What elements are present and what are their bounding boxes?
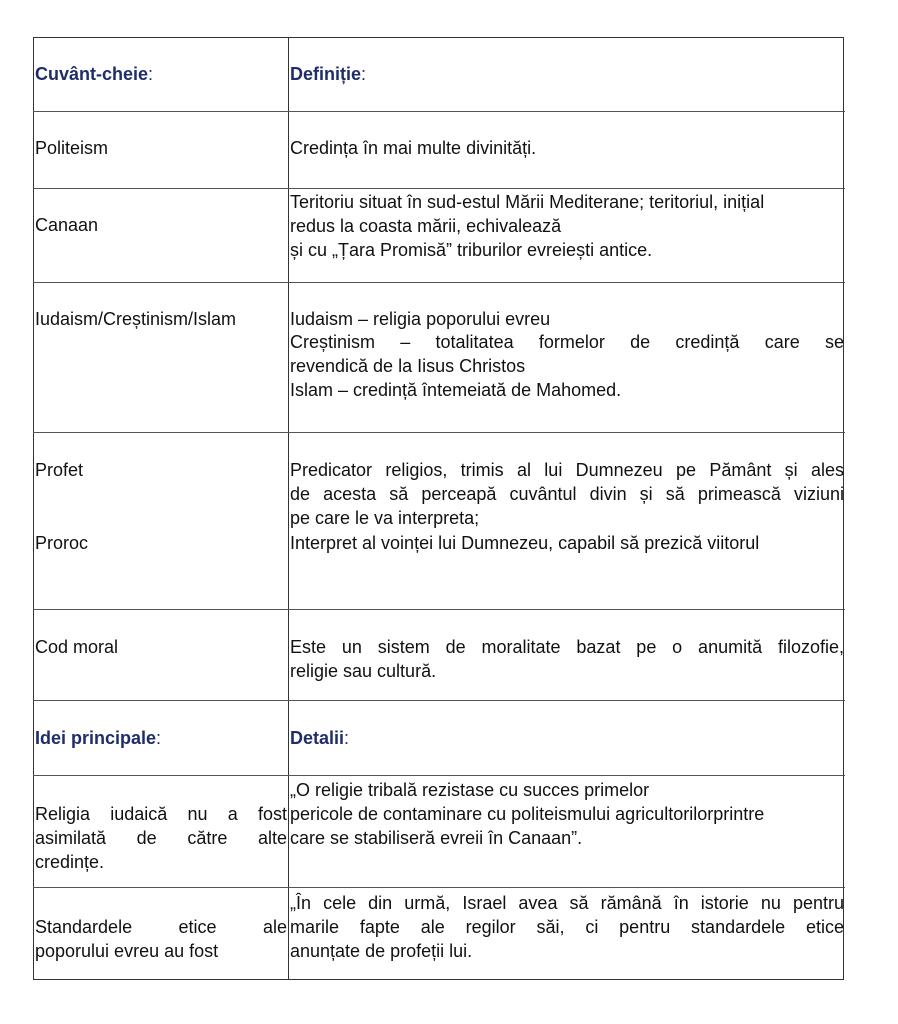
detail-line: „În cele din urmă, Israel avea să rămână în istorie nu pentru (290, 893, 844, 913)
detail-line: anunțate de profeții lui. (290, 941, 473, 961)
definition-line: Iudaism – religia poporului evreu (290, 309, 551, 329)
idea-line: Religia iudaică nu a fost (35, 804, 287, 824)
term: Cod moral (35, 637, 119, 657)
detail-line: „O religie tribală rezistase cu succes primelor (290, 780, 650, 800)
header-keyword: Cuvânt-cheie: (35, 64, 154, 84)
detail-line: care se stabiliseră evreii în Canaan”. (290, 828, 583, 848)
column-divider (288, 37, 289, 980)
definition-line: pe care le va interpreta; (290, 508, 480, 528)
definition-line: Credința în mai multe divinități. (290, 138, 537, 158)
term: Politeism (35, 138, 109, 158)
term: Profet (35, 460, 84, 480)
definition-line: Creștinism – totalitatea formelor de credință care se (290, 332, 844, 352)
idea-line: Standardele etice ale (35, 917, 287, 937)
term: Iudaism/Creștinism/Islam (35, 309, 237, 329)
row-divider (33, 432, 845, 433)
definition-line: Predicator religios, trimis al lui Dumnezeu pe Pământ și ales (290, 460, 844, 480)
definition-line: Islam – credință întemeiată de Mahomed. (290, 380, 622, 400)
row-divider (33, 609, 845, 610)
definition-line: revendică de la Iisus Christos (290, 356, 526, 376)
row-divider (33, 887, 845, 888)
row-divider (33, 775, 845, 776)
detail-line: marile fapte ale regilor săi, ci pentru standardele etice (290, 917, 844, 937)
definition-line: de acesta să perceapă cuvântul divin și să primească viziuni (290, 484, 844, 504)
definition-line: redus la coasta mării, echivalează (290, 216, 562, 236)
definition-line: religie sau cultură. (290, 661, 437, 681)
definition-line: Interpret al voinței lui Dumnezeu, capabil să prezică viitorul (290, 533, 760, 553)
idea-line: poporului evreu au fost (35, 941, 219, 961)
definition-line: Teritoriu situat în sud-estul Mării Mediterane; teritoriul, inițial (290, 192, 765, 212)
header-definition: Definiție: (290, 64, 367, 84)
row-divider (33, 282, 845, 283)
idea-line: asimilată de către alte (35, 828, 287, 848)
definition-line: și cu „Țara Promisă” triburilor evreiești antice. (290, 240, 653, 260)
row-divider (33, 111, 845, 112)
header-ideas: Idei principale: (35, 728, 162, 748)
row-divider (33, 188, 845, 189)
detail-line: pericole de contaminare cu politeismului agricultorilorprintre (290, 804, 765, 824)
definition-line: Este un sistem de moralitate bazat pe o anumită filozofie, (290, 637, 844, 657)
term: Proroc (35, 533, 89, 553)
row-divider (33, 700, 845, 701)
idea-line: credințe. (35, 852, 105, 872)
term: Canaan (35, 215, 99, 235)
header-details: Detalii: (290, 728, 350, 748)
